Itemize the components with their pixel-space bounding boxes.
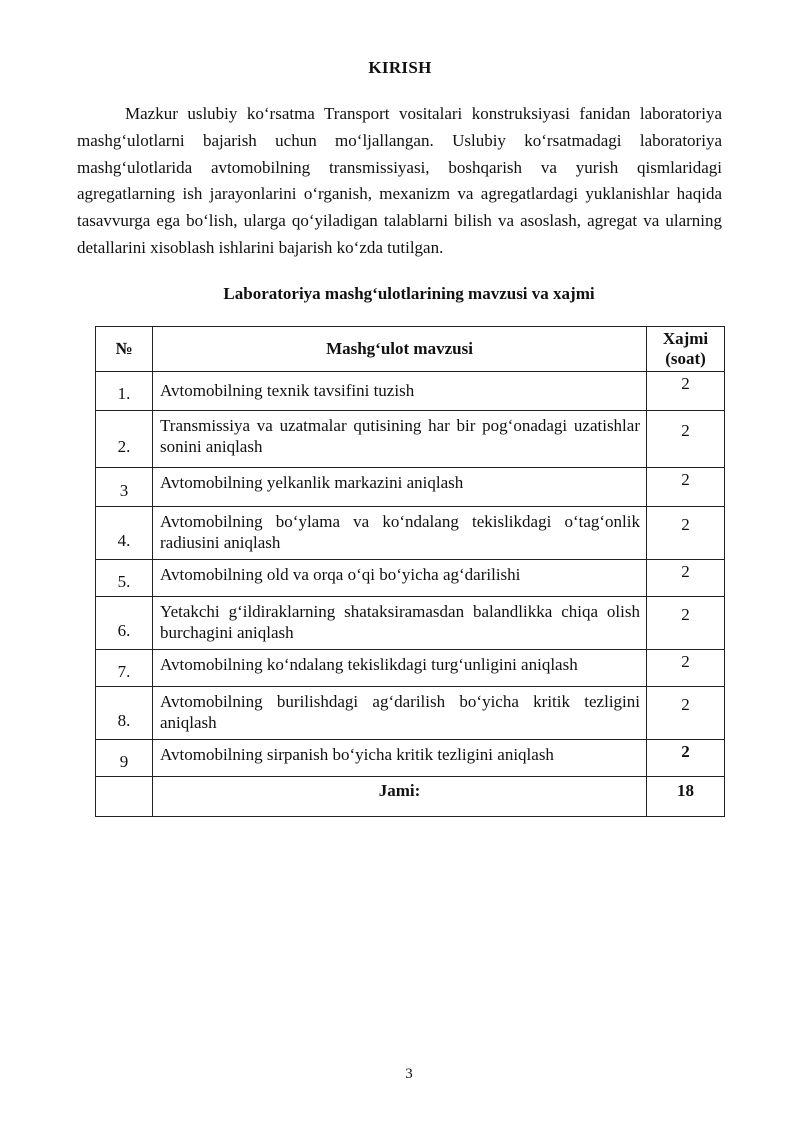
section-heading: KIRISH [368,58,432,77]
table-row [96,507,725,560]
row-hours: 2 [647,411,725,468]
row-hours: 2 [647,597,725,650]
row-topic: Avtomobilning ko‘ndalang tekislikdagi turg‘unligini aniqlash [153,650,647,687]
table-header-row [96,327,725,372]
row-topic: Avtomobilning old va orqa o‘qi bo‘yicha ag‘darilishi [153,560,647,597]
intro-paragraph: Mazkur uslubiy ko‘rsatma Transport vositalari konstruksiyasi fanidan laboratoriya mashg‘ulotlarni bajarish uchun mo‘ljallangan. Uslubiy ko‘rsatmadagi laboratoriya mashg‘ulotlarida avtomobilning transmissiyasi, boshqarish va yurish qismlaridagi agregatlarning ish jarayonlarini o‘rganish, mexanizm va agregatlardagi yuklanishlar haqida tasavvurga ega bo‘lish, ularga qo‘yiladigan talablarni bilish va asoslash, agregat va ularning detallarini xisoblash ishlarini bajarish ko‘zda tutilgan. [77,104,722,257]
table-row [96,650,725,687]
row-hours: 2 [647,372,725,411]
lab-sessions-table [95,326,725,817]
row-topic: Avtomobilning sirpanish bo‘yicha kritik tezligini aniqlash [153,740,647,777]
table-total-row [96,777,725,817]
row-number: 8. [96,687,153,740]
row-topic: Transmissiya va uzatmalar qutisining har bir pog‘onadagi uzatishlar sonini aniqlash [153,411,647,468]
row-number: 5. [96,560,153,597]
row-hours: 2 [647,560,725,597]
total-label: Jami: [153,777,647,817]
header-topic: Mashg‘ulot mavzusi [153,327,647,372]
table-row [96,468,725,507]
header-hours [647,327,725,372]
table-row [96,597,725,650]
row-hours: 2 [647,650,725,687]
row-number: 6. [96,597,153,650]
header-hours-line2: (soat) [665,349,706,368]
row-topic: Avtomobilning bo‘ylama va ko‘ndalang tekislikdagi o‘tag‘onlik radiusini aniqlash [153,507,647,560]
page-number: 3 [405,1066,413,1082]
row-number: 1. [96,372,153,411]
row-hours: 2 [647,468,725,507]
table-title: Laboratoriya mashg‘ulotlarining mavzusi va xajmi [223,284,595,303]
row-topic: Avtomobilning burilishdagi ag‘darilish bo‘yicha kritik tezligini aniqlash [153,687,647,740]
row-topic: Yetakchi g‘ildiraklarning shataksiramasdan balandlikka chiqa olish burchagini aniqlash [153,597,647,650]
table-row [96,411,725,468]
row-hours: 2 [647,687,725,740]
row-hours: 2 [647,507,725,560]
header-hours-line1: Xajmi [662,329,709,348]
table-row [96,560,725,597]
row-number: 9 [96,740,153,777]
header-number: № [96,327,153,372]
table-row [96,740,725,777]
row-topic: Avtomobilning yelkanlik markazini aniqlash [153,468,647,507]
total-empty-cell [96,777,153,817]
row-number: 7. [96,650,153,687]
total-value: 18 [647,777,725,817]
row-hours: 2 [647,740,725,777]
row-number: 3 [96,468,153,507]
row-number: 4. [96,507,153,560]
row-topic: Avtomobilning texnik tavsifini tuzish [153,372,647,411]
table-row [96,687,725,740]
row-number: 2. [96,411,153,468]
table-row [96,372,725,411]
